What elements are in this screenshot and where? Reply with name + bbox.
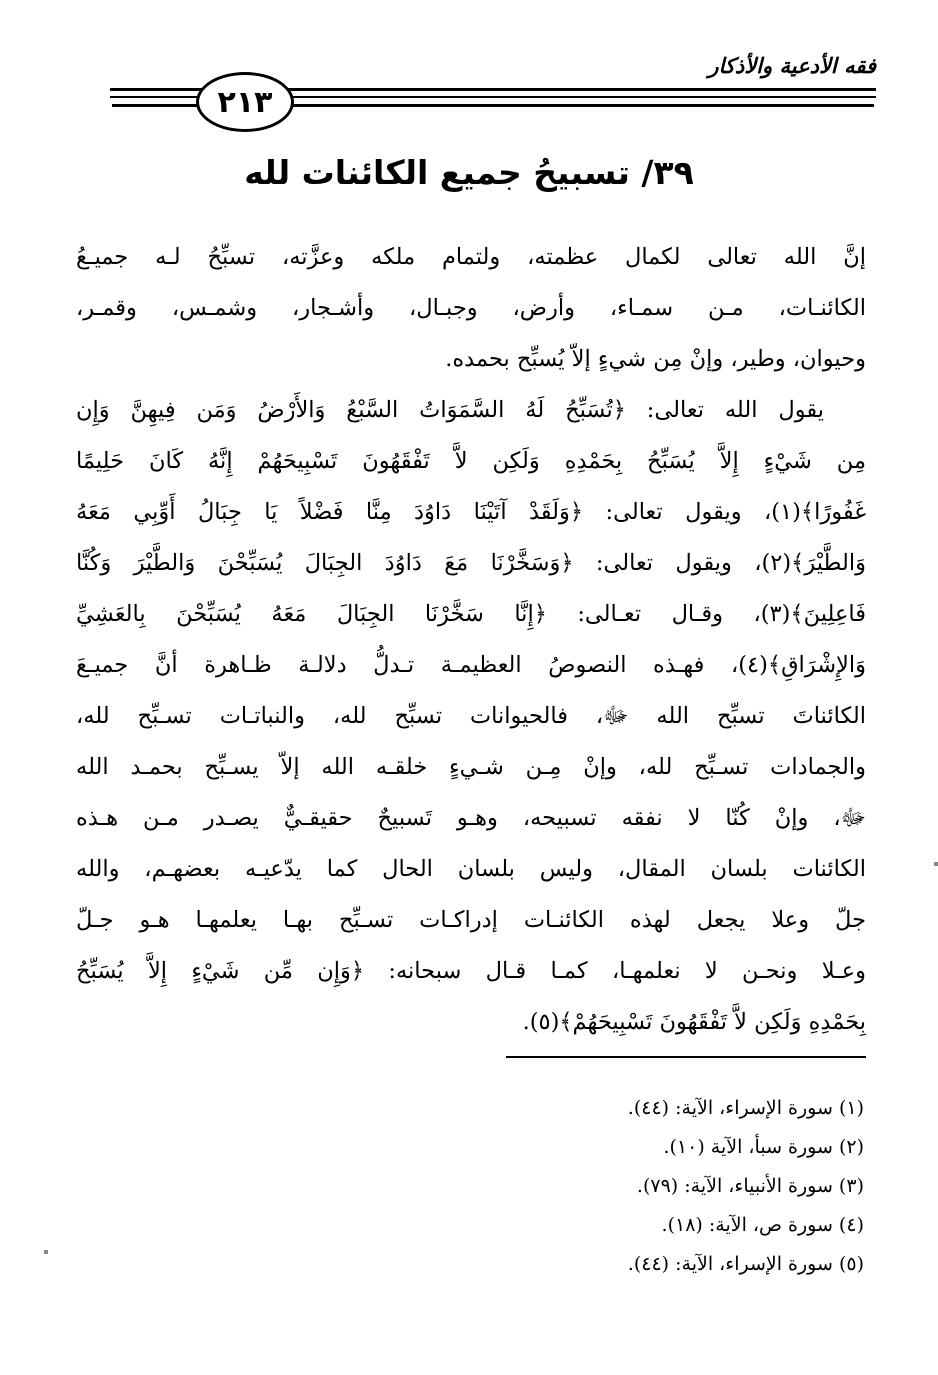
body-line: إنَّ الله تعالى لكمال عظمته، ولتمام ملكه وعزَّته، تسبِّحُ لـه جميـعُ xyxy=(76,244,866,270)
running-title: فقه الأدعية والأذكار xyxy=(708,54,876,78)
scan-speck xyxy=(44,1250,48,1254)
body-line: وعـلا ونحـن لا نعلمهـا، كمـا قـال سبحانه: ﴿وَإِن مِّن شَيْءٍ إِلاَّ يُسَبِّحُ xyxy=(76,958,866,984)
body-line: والجمادات تسـبِّح لله، وإنْ مِـن شـيءٍ خلقـه الله إلاّ يسـبِّح بحمـد الله xyxy=(76,754,866,780)
footnote-item: (١) سورة الإسراء، الآية: (٤٤). xyxy=(627,1097,864,1119)
page-number: ٢١٣ xyxy=(217,84,273,120)
footnote-item: (٤) سورة ص، الآية: (١٨). xyxy=(661,1214,864,1236)
chapter-title: ٣٩/ تسبيحُ جميع الكائنات لله xyxy=(244,153,694,192)
body-line: الكائناتَ تسبِّح الله ﷻ، فالحيوانات تسبِّح لله، والنباتـات تسـبِّح لله، xyxy=(76,703,866,729)
footnotes-list xyxy=(364,1089,864,1284)
body-line: جلّ وعلا يجعل لهذه الكائنـات إدراكـات تسـبِّح بهـا يعلمهـا هـو جـلّ xyxy=(76,907,866,933)
body-line: مِن شَيْءٍ إِلاَّ يُسَبِّحُ بِحَمْدِهِ وَلَكِن لاَّ تَفْقَهُونَ تَسْبِيحَهُمْ إِنَّهُ كَانَ حَلِيمًا xyxy=(76,448,866,474)
body-line: وَالإِشْرَاقِ﴾(٤)، فهـذه النصوصُ العظيمـة تـدلُّ دلالـة ظـاهرة أنَّ جميـعَ xyxy=(76,652,866,678)
body-line: وحيوان، وطير، وإنْ مِن شيءٍ إلاّ يُسبِّح بحمده. xyxy=(445,346,866,372)
body-line: بِحَمْدِهِ وَلَكِن لاَّ تَفْقَهُونَ تَسْبِيحَهُمْ﴾(٥). xyxy=(522,1009,866,1035)
footnote-item: (٥) سورة الإسراء، الآية: (٤٤). xyxy=(627,1253,864,1275)
footnote-item: (٢) سورة سبأ، الآية (١٠). xyxy=(663,1136,864,1158)
body-line: فَاعِلِينَ﴾(٣)، وقـال تعـالى: ﴿إِنَّا سَخَّرْنَا الجِبَالَ مَعَهُ يُسَبِّحْنَ بِالعَشِيِّ xyxy=(76,601,866,627)
body-text xyxy=(76,232,866,1048)
scan-speck xyxy=(934,862,938,866)
body-line: يقول الله تعالى: ﴿تُسَبِّحُ لَهُ السَّمَوَاتُ السَّبْعُ وَالأَرْضُ وَمَن فِيهِنَّ وَإِن xyxy=(76,397,824,423)
body-line: الكائنـات، مـن سمـاء، وأرض، وجبـال، وأشـجار، وشمـس، وقمـر، xyxy=(76,295,866,321)
footnote-item: (٣) سورة الأنبياء، الآية: (٧٩). xyxy=(636,1175,864,1197)
body-line: غَفُورًا﴾(١)، ويقول تعالى: ﴿وَلَقَدْ آتَيْنَا دَاوُدَ مِنَّا فَضْلاً يَا جِبَالُ أَوِّبِي مَعَهُ xyxy=(76,499,866,525)
footnote-separator xyxy=(506,1056,866,1058)
page-number-badge xyxy=(196,72,294,132)
body-line: وَالطَّيْرَ﴾(٢)، ويقول تعالى: ﴿وَسَخَّرْنَا مَعَ دَاوُدَ الجِبَالَ يُسَبِّحْنَ وَالطَّيْرَ وَكُنَّا xyxy=(76,550,866,576)
body-line: ﷻ، وإنْ كُنّا لا نفقه تسبيحه، وهـو تَسبيحٌ حقيقـيٌّ يصـدر مـن هـذه xyxy=(76,805,866,831)
body-line: الكائنات بلسان المقال، وليس بلسان الحال كما يدّعيـه بعضهـم، والله xyxy=(76,856,866,882)
